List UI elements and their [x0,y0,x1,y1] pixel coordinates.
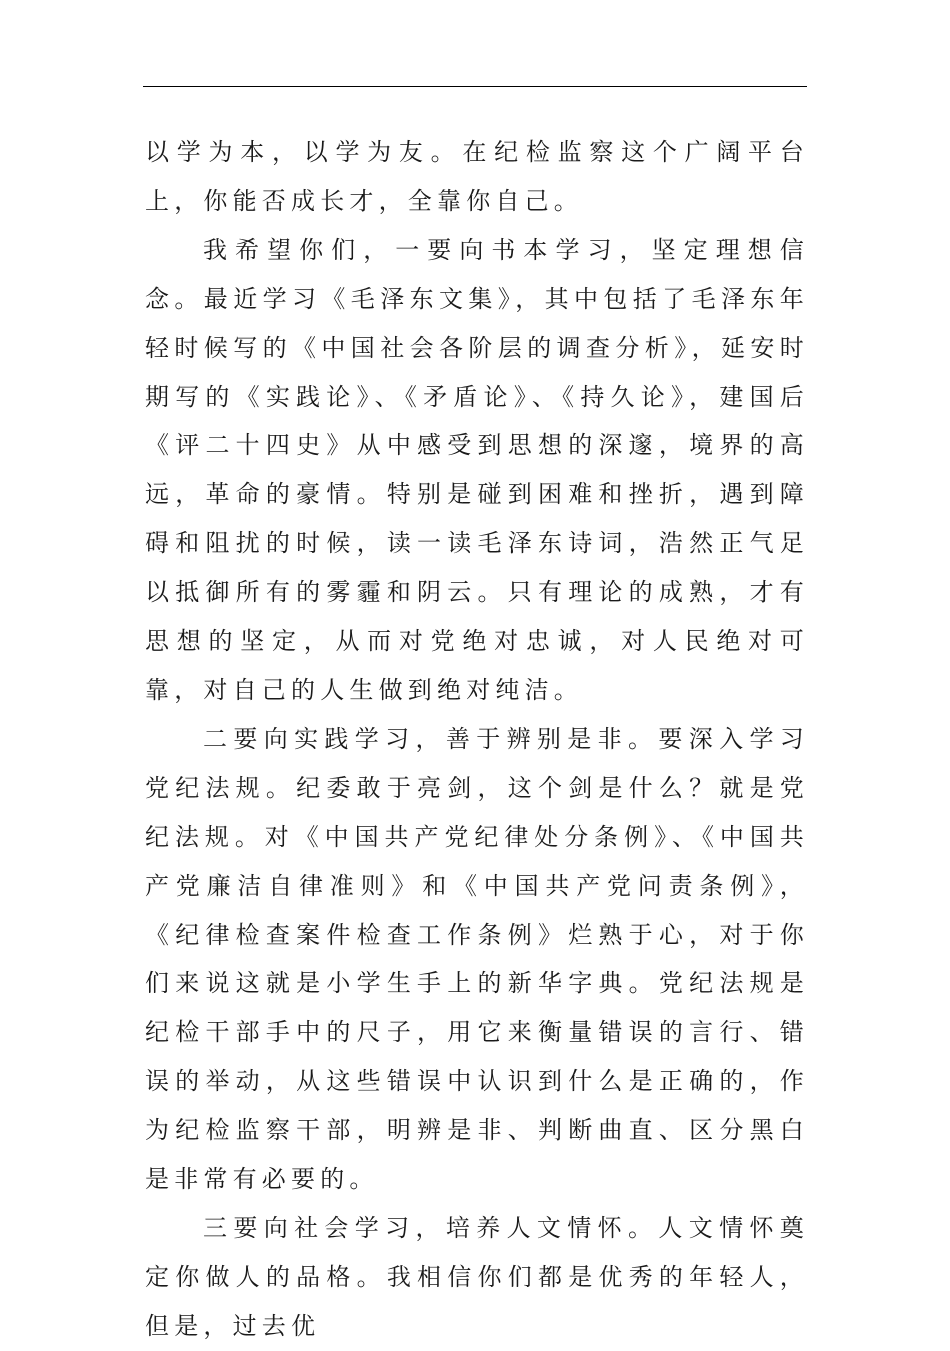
paragraph-4: 三要向社会学习，培养人文情怀。人文情怀奠定你做人的品格。我相信你们都是优秀的年轻人，但是，过去优 [145,1213,809,1340]
header-rule [143,86,807,87]
paragraph-3: 二要向实践学习，善于辨别是非。要深入学习党纪法规。纪委敢于亮剑，这个剑是什么？就是党纪法规。对《中国共产党纪律处分条例》、《中国共产党廉洁自律准则》和《中国共产党问责条例》，《纪律检查案件检查工作条例》烂熟于心，对于你们来说这就是小学生手上的新华字典。党纪法规是纪检干部手中的尺子，用它来衡量错误的言行、错误的举动，从这些错误中认识到什么是正确的，作为纪检监察干部，明辨是非、判断曲直、区分黑白是非常有必要的。 [145,724,809,1194]
paragraph-2: 我希望你们，一要向书本学习，坚定理想信念。最近学习《毛泽东文集》，其中包括了毛泽东年轻时候写的《中国社会各阶层的调查分析》，延安时期写的《实践论》、《矛盾论》、《持久论》，建国后《评二十四史》从中感受到思想的深邃，境界的高远，革命的豪情。特别是碰到困难和挫折，遇到障碍和阻扰的时候，读一读毛泽东诗词，浩然正气足以抵御所有的雾霾和阴云。只有理论的成熟，才有思想的坚定，从而对党绝对忠诚，对人民绝对可靠，对自己的人生做到绝对纯洁。 [145,235,809,704]
body-text [145,128,809,1351]
paragraph-1: 以学为本，以学为友。在纪检监察这个广阔平台上，你能否成长才，全靠你自己。 [145,138,809,215]
